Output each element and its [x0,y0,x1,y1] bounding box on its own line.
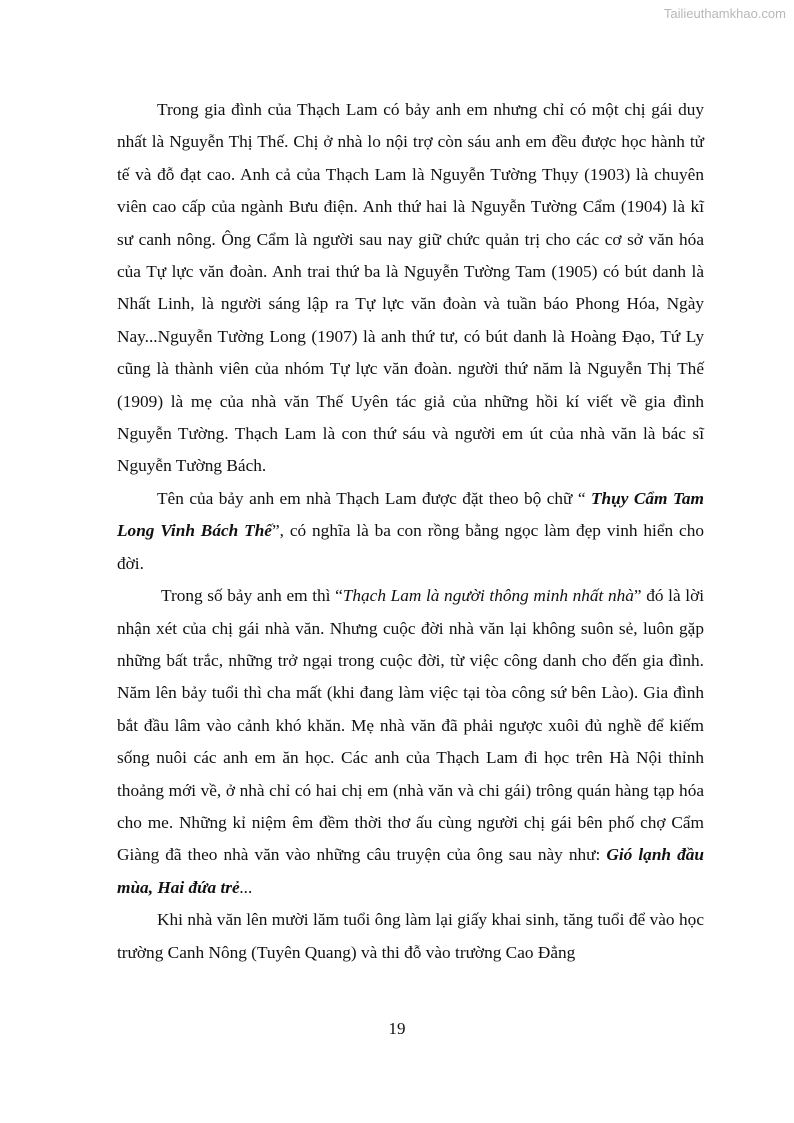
page-number: 19 [388,1019,406,1038]
paragraph-education: Khi nhà văn lên mười lăm tuổi ông làm lại giấy khai sinh, tăng tuổi để vào học trường Canh Nông (Tuyên Quang) và thi đỗ vào trường Cao Đẳng [117,910,704,962]
paragraph-siblings: Trong gia đình của Thạch Lam có bảy anh em nhưng chỉ có một chị gái duy nhất là Nguyễn Thị Thế. Chị ở nhà lo nội trợ còn sáu anh em đều được học hành tử tế và đỗ đạt cao. Anh cả của Thạch Lam là Nguyễn Tường Thụy (1903) là chuyên viên cao cấp của ngành Bưu điện. Anh thứ hai là Nguyễn Tường Cẩm (1904) là kĩ sư canh nông. Ông Cẩm là người sau nay giữ chức quản trị cho các cơ sở văn hóa của Tự lực văn đoàn. Anh trai thứ ba là Nguyễn Tường Tam (1905) có bút danh là Nhất Linh, là người sáng lập ra Tự lực văn đoàn và tuần báo Phong Hóa, Ngày Nay...Nguyễn Tường Long (1907) là anh thứ tư, có bút danh là Hoàng Đạo, Tứ Ly cũng là thành viên của nhóm Tự lực văn đoàn. người thứ năm là Nguyễn Thị Thế (1909) là mẹ của nhà văn Thế Uyên tác giả của những hồi kí viết về gia đình Nguyễn Tường. Thạch Lam là con thứ sáu và người em út của nhà văn là bác sĩ Nguyễn Tường Bách. [117,100,704,476]
page-body [117,94,704,969]
paragraph-names-text-1: Tên của bảy anh em nhà Thạch Lam được đặt theo bộ chữ “ [157,488,591,508]
paragraph-childhood-ellipsis: ... [239,877,253,897]
paragraph-names [117,483,704,580]
paragraph-names-emphasis: Thụy Cẩm Tam Long Vinh Bách Thế [117,488,704,541]
paragraph-childhood-text-2: ” đó là lời nhận xét của chị gái nhà văn. Nhưng cuộc đời nhà văn lại không suôn sẻ, luôn gặp những bất trắc, những trở ngại trong cuộc đời, từ việc công danh cho đến gia đình. Năm lên bảy tuổi thì cha mất (khi đang làm việc tại tòa công sứ bên Lào). Gia đình bắt đầu lâm vào cảnh khó khăn. Mẹ nhà văn đã phải ngược xuôi đủ nghề để kiếm sống nuôi các anh em ăn học. Các anh của Thạch Lam đi học trên Hà Nội thỉnh thoảng mới về, ở nhà chỉ có hai chị em (nhà văn và chi gái) trông quán hàng tạp hóa cho me. Những kỉ niệm êm đềm thời thơ ấu cùng người chị gái bên phố chợ Cẩm Giàng đã theo nhà văn vào những câu truyện của ông sau này như: [117,586,705,865]
watermark: Tailieuthamkhao.com [663,6,786,21]
paragraph-childhood [117,580,704,904]
paragraph-names-text-2: ”, có nghĩa là ba con rồng bằng ngọc làm đẹp vinh hiển cho đời. [117,521,705,573]
paragraph-childhood-works: Gió lạnh đầu mùa, Hai đứa trẻ [117,845,704,897]
paragraph-childhood-quote: Thạch Lam là người thông minh nhất nhà [342,586,634,606]
paragraph-childhood-text-1: Trong số bảy anh em thì “ [161,586,343,606]
